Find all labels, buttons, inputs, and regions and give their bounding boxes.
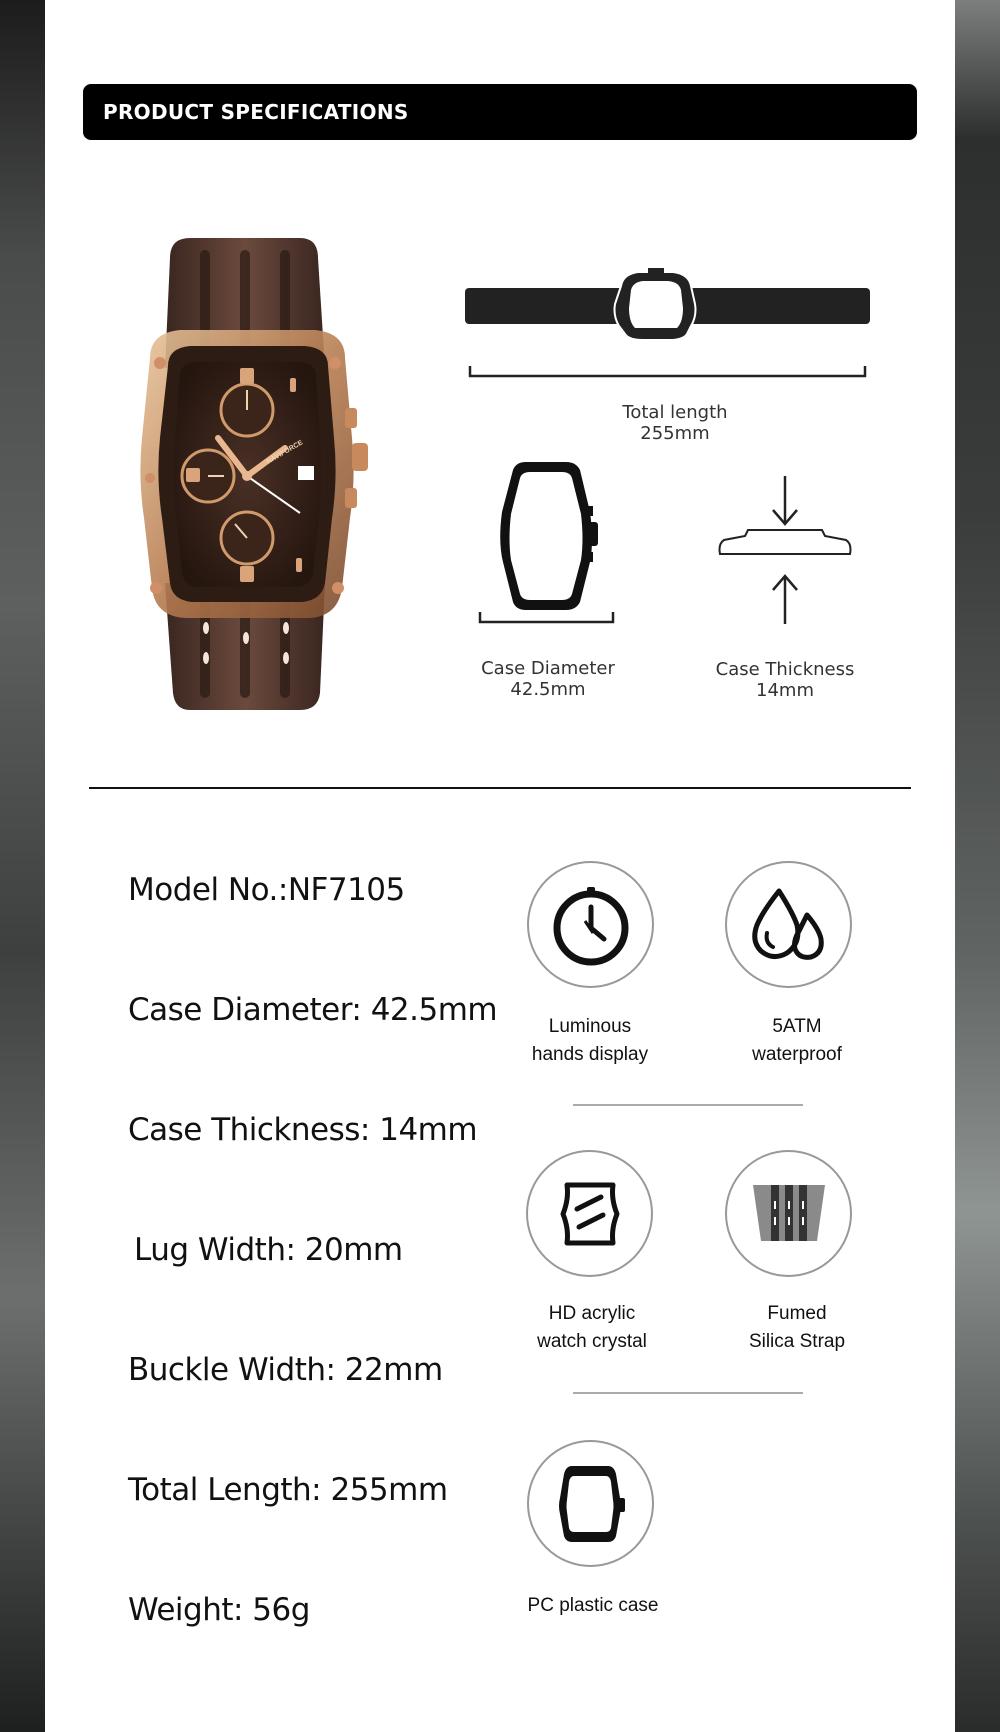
feature-divider-2	[573, 1392, 803, 1394]
spec-lug-width: Lug Width: 20mm	[134, 1232, 403, 1268]
total-length-value: 255mm	[640, 423, 710, 444]
crystal-feature	[526, 1150, 653, 1277]
watch-photo	[120, 238, 390, 713]
case-diameter-label	[458, 658, 638, 700]
spec-page	[45, 0, 955, 1732]
spec-case-diameter: Case Diameter: 42.5mm	[128, 992, 498, 1028]
case-thickness-value: 14mm	[756, 680, 814, 701]
water-drops-icon	[749, 885, 829, 965]
right-backdrop	[955, 0, 1000, 1732]
clock-icon	[549, 883, 633, 967]
case-label	[503, 1592, 683, 1620]
strap-line2: Silica Strap	[748, 1331, 846, 1352]
case-diameter-value: 42.5mm	[510, 679, 586, 700]
luminous-label	[500, 1013, 680, 1069]
waterproof-line2: waterproof	[752, 1044, 842, 1065]
waterproof-feature	[725, 861, 852, 988]
crystal-label	[502, 1300, 682, 1356]
total-length-title: Total length	[622, 402, 728, 423]
spec-buckle-width: Buckle Width: 22mm	[128, 1352, 443, 1388]
strap-outline-icon	[463, 268, 883, 393]
crystal-line1: HD acrylic	[548, 1303, 636, 1324]
spec-model-number: Model No.:NF7105	[128, 872, 405, 908]
case-thickness-icon	[710, 474, 860, 629]
header-bar	[83, 84, 917, 140]
total-length-label	[575, 402, 775, 444]
page-title: PRODUCT SPECIFICATIONS	[103, 100, 409, 124]
strap-icon	[751, 1179, 827, 1249]
case-thickness-title: Case Thickness	[715, 659, 855, 680]
case-feature	[527, 1440, 654, 1567]
spec-total-length: Total Length: 255mm	[128, 1472, 448, 1508]
case-diameter-title: Case Diameter	[481, 658, 615, 679]
waterproof-label	[707, 1013, 887, 1069]
spec-case-thickness: Case Thickness: 14mm	[128, 1112, 478, 1148]
watch-case-icon	[556, 1462, 626, 1546]
left-backdrop	[0, 0, 45, 1732]
section-divider	[89, 787, 911, 789]
case-line1: PC plastic case	[527, 1595, 659, 1616]
crystal-line2: watch crystal	[537, 1331, 647, 1352]
feature-divider-1	[573, 1104, 803, 1106]
strap-label	[707, 1300, 887, 1356]
case-thickness-label	[685, 659, 885, 701]
strap-feature	[725, 1150, 852, 1277]
luminous-line2: hands display	[531, 1044, 649, 1065]
crystal-icon	[555, 1179, 625, 1249]
watch-brand-text: NAVIFORCE	[265, 439, 305, 466]
luminous-line1: Luminous	[548, 1016, 632, 1037]
luminous-feature	[527, 861, 654, 988]
waterproof-line1: 5ATM	[772, 1016, 822, 1037]
spec-weight: Weight: 56g	[128, 1592, 310, 1628]
case-diameter-icon	[478, 462, 618, 627]
strap-line1: Fumed	[767, 1303, 827, 1324]
